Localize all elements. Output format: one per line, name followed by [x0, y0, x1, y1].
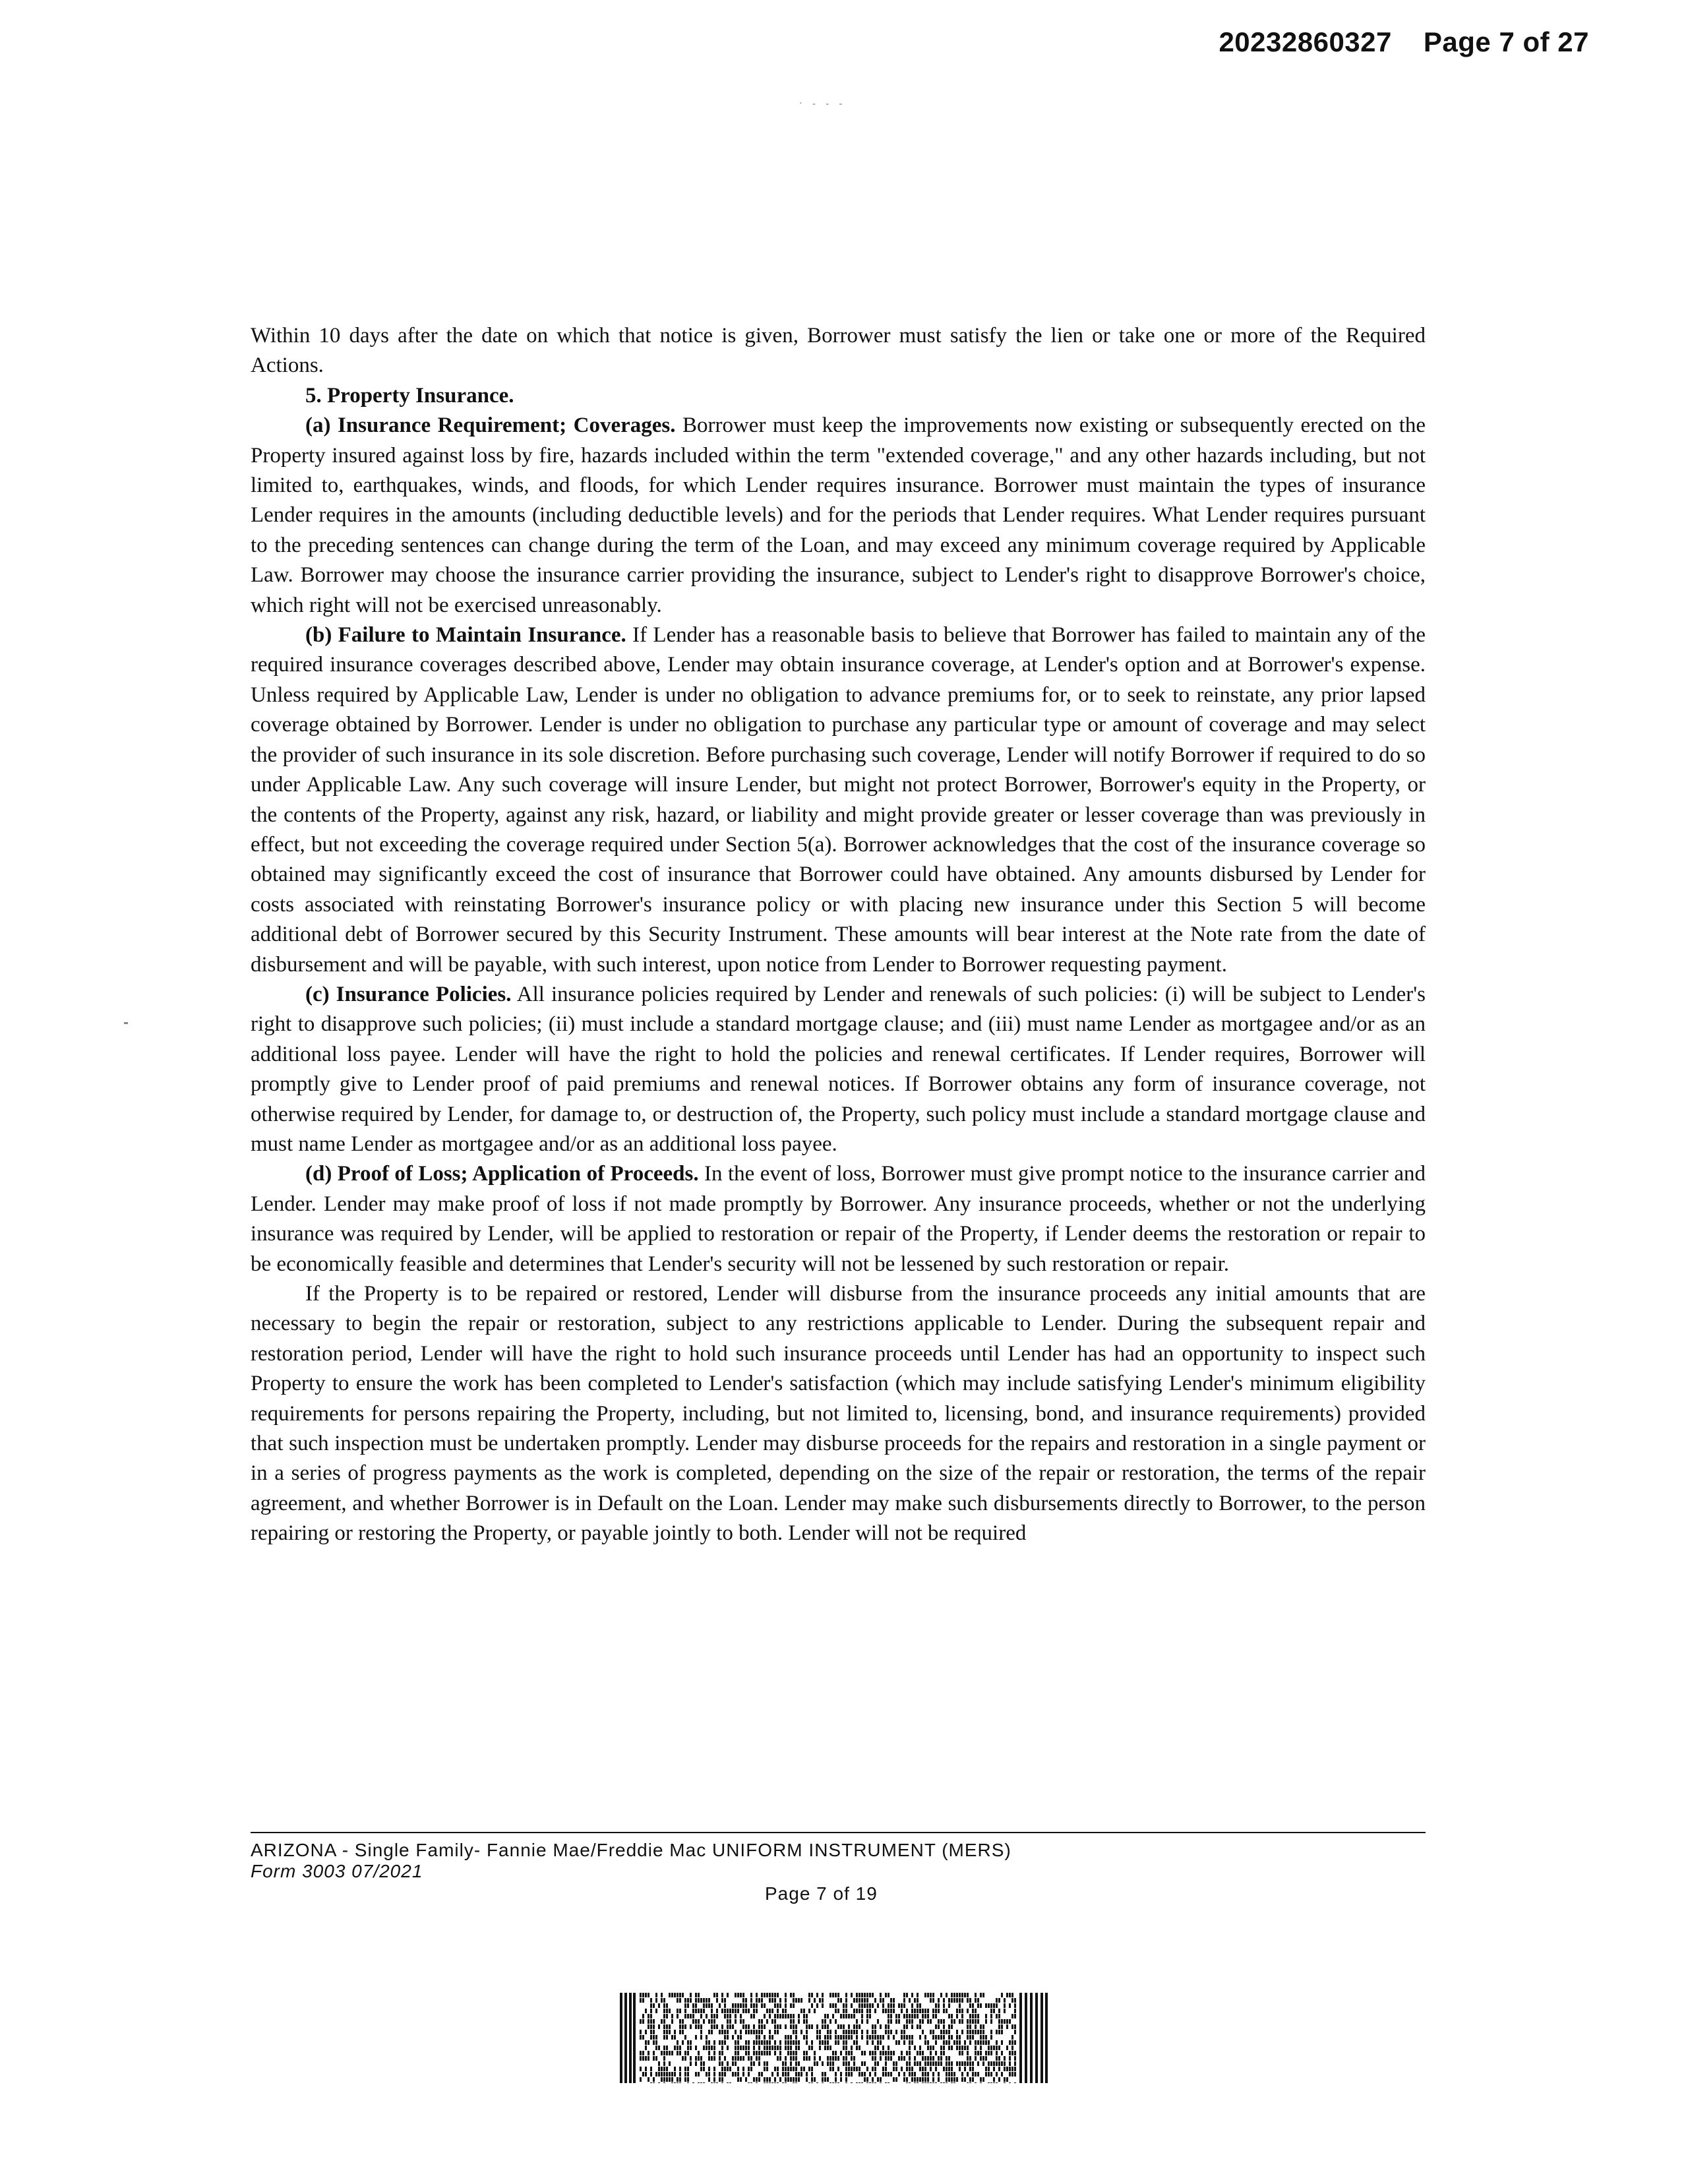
subsection-a-heading: (a) Insurance Requirement; Coverages.	[305, 413, 676, 438]
paragraph-repair: If the Property is to be repaired or restored, Lender will disburse from the insurance proceeds any initial amounts that are necessary to begin the repair or restoration, subject to any restrictions applicable to Lender. During the subsequent repair and restoration period, Lender will have the right to hold such insurance proceeds until Lender has had an opportunity to inspect such Property to ensure the work has been completed to Lender's satisfaction (which may include satisfying Lender's minimum eligibility requirements for persons repairing the Property, including, but not limited to, licensing, bond, and insurance requirements) provided that such inspection must be undertaken promptly. Lender may disburse proceeds for the repairs and restoration in a single payment or in a series of progress payments as the work is completed, depending on the size of the repair or restoration, the terms of the repair agreement, and whether Borrower is in Default on the Loan. Lender may make such disbursements directly to Borrower, to the person repairing or restoring the Property, or payable jointly to both. Lender will not be required	[251, 1282, 1426, 1546]
footer-form-title: ARIZONA - Single Family- Fannie Mae/Freddie Mac UNIFORM INSTRUMENT (MERS)	[251, 1840, 1011, 1860]
subsection-b-heading: (b) Failure to Maintain Insurance.	[305, 623, 626, 648]
subsection-d-heading: (d) Proof of Loss; Application of Proceeds.	[305, 1162, 699, 1186]
section-5-heading: 5. Property Insurance.	[305, 383, 514, 408]
recording-header	[1219, 26, 1589, 58]
paragraph-5b	[251, 621, 1426, 980]
paragraph-5c	[251, 980, 1426, 1159]
subsection-a-text: Borrower must keep the improvements now existing or subsequently erected on the Property insured against loss by fire, hazards included within the term "extended coverage," and any other hazards including, but not limited to, earthquakes, winds, and floods, for which Lender requires insurance. Borrower must maintain the types of insurance Lender requires in the amounts (including deductible levels) and for the periods that Lender requires. What Lender requires pursuant to the preceding sentences can change during the term of the Loan, and may exceed any minimum coverage required by Applicable Law. Borrower may choose the insurance carrier providing the insurance, subject to Lender's right to disapprove Borrower's choice, which right will not be exercised unreasonably.	[251, 413, 1426, 617]
paragraph-5a	[251, 411, 1426, 621]
footer-divider	[251, 1832, 1426, 1833]
footer-page-number: Page 7 of 19	[765, 1883, 878, 1904]
recording-page-label: Page 7 of 27	[1423, 26, 1589, 57]
scan-speck: · - - -	[799, 99, 847, 109]
document-body	[251, 321, 1426, 1549]
recording-number: 20232860327	[1219, 26, 1392, 57]
scan-mark	[124, 1022, 128, 1024]
subsection-b-text: If Lender has a reasonable basis to believe that Borrower has failed to maintain any of the required insurance coverages described above, Lender may obtain insurance coverage, at Lender's option and at Borrower's expense. Unless required by Applicable Law, Lender is under no obligation to advance premiums for, or to seek to reinstate, any prior lapsed coverage obtained by Borrower. Lender is under no obligation to purchase any particular type or amount of coverage and may select the provider of such insurance in its sole discretion. Before purchasing such coverage, Lender will notify Borrower if required to do so under Applicable Law. Any such coverage will insure Lender, but might not protect Borrower, Borrower's equity in the Property, or the contents of the Property, against any risk, hazard, or liability and might provide greater or lesser coverage than was previously in effect, but not exceeding the coverage required under Section 5(a). Borrower acknowledges that the cost of the insurance coverage so obtained may significantly exceed the cost of insurance that Borrower could have obtained. Any amounts disbursed by Lender for costs associated with reinstating Borrower's insurance policy or with placing new insurance under this Section 5 will become additional debt of Borrower secured by this Security Instrument. These amounts will bear interest at the Note rate from the date of disbursement and will be payable, with such interest, upon notice from Lender to Borrower requesting payment.	[251, 623, 1426, 977]
section-heading	[251, 381, 1426, 411]
footer-form-number: Form 3003 07/2021	[251, 1861, 423, 1881]
subsection-d-text: In the event of loss, Borrower must give prompt notice to the insurance carrier and Lender. Lender may make proof of loss if not made promptly by Borrower. Any insurance proceeds, whether or not the underlying insurance was required by Lender, will be applied to restoration or repair of the Property, if Lender deems the restoration or repair to be economically feasible and determines that Lender's security will not be lessened by such restoration or repair.	[251, 1162, 1426, 1276]
subsection-c-text: All insurance policies required by Lender and renewals of such policies: (i) will be subject to Lender's right to disapprove such policies; (ii) must include a standard mortgage clause; and (iii) must name Lender as mortgagee and/or as an additional loss payee. Lender will have the right to hold the policies and renewal certificates. If Lender requires, Borrower will promptly give to Lender proof of paid premiums and renewal notices. If Borrower obtains any form of insurance coverage, not otherwise required by Lender, for damage to, or destruction of, the Property, such policy must include a standard mortgage clause and must name Lender as mortgagee and/or as an additional loss payee.	[251, 982, 1426, 1156]
paragraph-5d	[251, 1159, 1426, 1279]
barcode-image	[620, 1993, 1048, 2083]
subsection-c-heading: (c) Insurance Policies.	[305, 982, 512, 1006]
paragraph-continuation: Within 10 days after the date on which that notice is given, Borrower must satisfy the lien or take one or more of the Required Actions.	[251, 324, 1426, 378]
